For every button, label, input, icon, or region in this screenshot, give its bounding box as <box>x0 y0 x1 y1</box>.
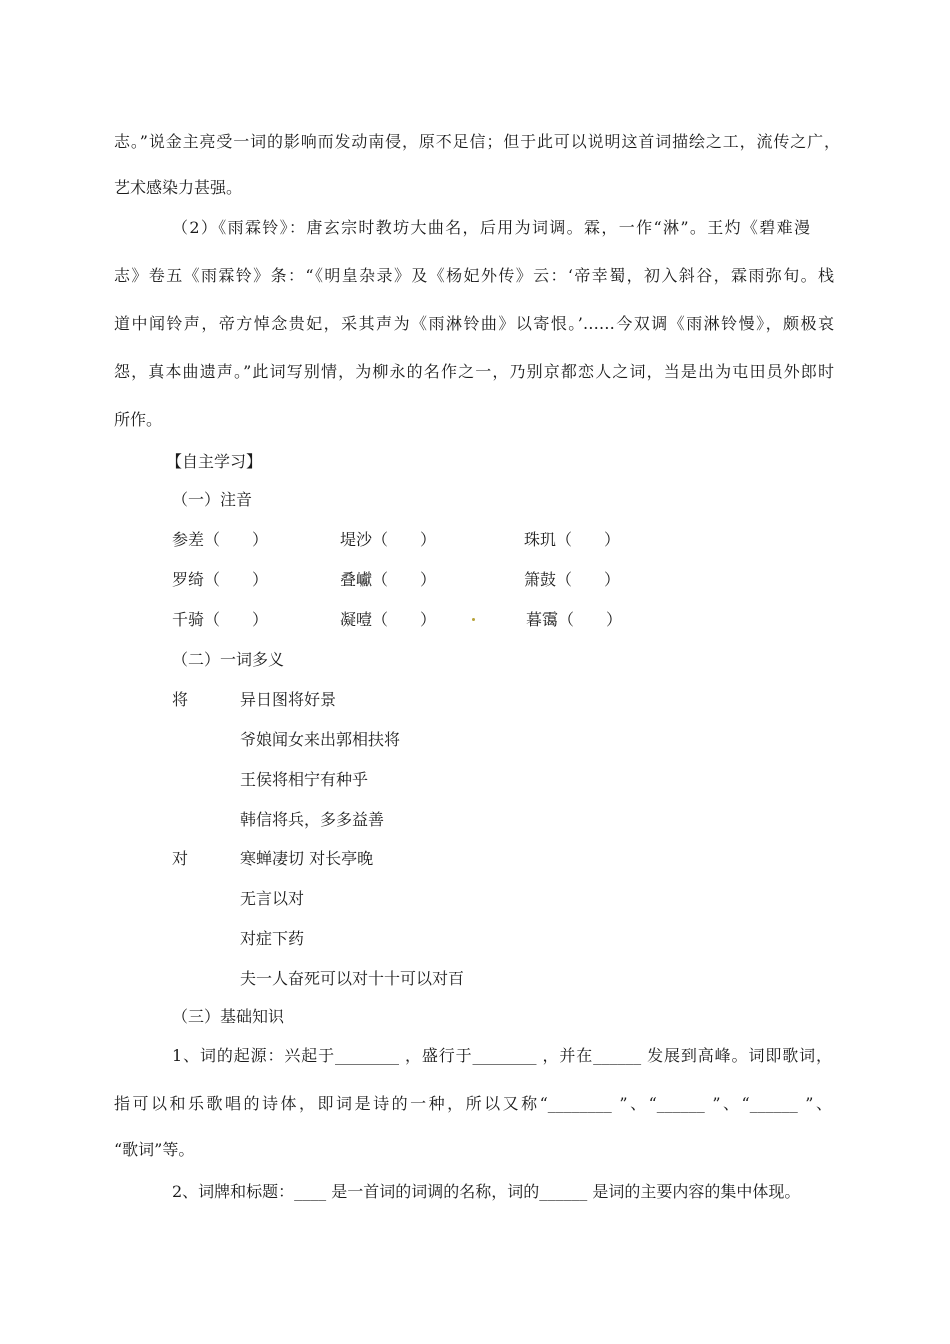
pinyin-item: 参差（ ） <box>172 530 269 549</box>
example-sentence: 韩信将兵，多多益善 <box>240 810 385 829</box>
example-sentence: 寒蝉凄切 对长亭晚 <box>240 849 374 868</box>
pinyin-item: 箫鼓（ ） <box>524 570 621 589</box>
basics-heading: （三）基础知识 <box>172 1007 285 1026</box>
stray-dot <box>472 618 475 621</box>
pinyin-item: 暮霭（ ） <box>526 610 623 629</box>
section-title: 【自主学习】 <box>166 452 263 471</box>
example-sentence: 夫一人奋死可以对十十可以对百 <box>240 969 465 988</box>
pinyin-item: 凝噎（ ） <box>340 610 437 629</box>
example-sentence: 对症下药 <box>240 929 305 948</box>
note2-line-4: 怨，真本曲遗声。”此词写别情，为柳永的名作之一，乃别京都恋人之词，当是出为屯田员外郎时 <box>114 362 834 381</box>
basics-item1-line-3: “歌词”等。 <box>114 1140 195 1159</box>
basics-item2: 2、词牌和标题：____ 是一首词的词调的名称，词的______ 是词的主要内容的集中体现。 <box>172 1182 801 1201</box>
example-sentence: 异日图将好景 <box>240 690 337 709</box>
pinyin-item: 叠巘（ ） <box>340 570 437 589</box>
polysemy-word: 将 <box>172 690 189 709</box>
basics-item1-line-2: 指可以和乐歌唱的诗体，即词是诗的一种，所以又称“________ ”、“______ ”、“______ ”、 <box>114 1094 832 1113</box>
intro-line-1: 志。”说金主亮受一词的影响而发动南侵，原不足信；但于此可以说明这首词描绘之工，流传之广， <box>114 132 840 151</box>
example-sentence: 王侯将相宁有种乎 <box>240 770 369 789</box>
pinyin-item: 堤沙（ ） <box>340 530 437 549</box>
intro-line-2: 艺术感染力甚强。 <box>114 178 243 197</box>
pinyin-item: 千骑（ ） <box>172 610 269 629</box>
pinyin-item: 珠玑（ ） <box>524 530 621 549</box>
note2-line-5: 所作。 <box>114 410 163 429</box>
note2-line-3: 道中闻铃声，帝方悼念贵妃，采其声为《雨淋铃曲》以寄恨。’……今双调《雨淋铃慢》，颇极哀 <box>114 314 834 333</box>
basics-item1-line-1: 1、词的起源：兴起于________ ，盛行于________ ，并在______ 发展到高峰。词即歌词， <box>172 1046 832 1065</box>
pronunciation-heading: （一）注音 <box>172 490 253 509</box>
note2-line-2: 志》卷五《雨霖铃》条：“《明皇杂录》及《杨妃外传》云：‘帝幸蜀，初入斜谷，霖雨弥旬。栈 <box>114 266 834 285</box>
note2-line-1: （2）《雨霖铃》：唐玄宗时教坊大曲名，后用为词调。霖，一作“淋”。王灼《碧难漫 <box>172 218 810 237</box>
example-sentence: 爷娘闻女来出郭相扶将 <box>240 730 401 749</box>
polysemy-word: 对 <box>172 849 189 868</box>
polysemy-heading: （二）一词多义 <box>172 650 285 669</box>
example-sentence: 无言以对 <box>240 889 305 908</box>
pinyin-item: 罗绮（ ） <box>172 570 269 589</box>
